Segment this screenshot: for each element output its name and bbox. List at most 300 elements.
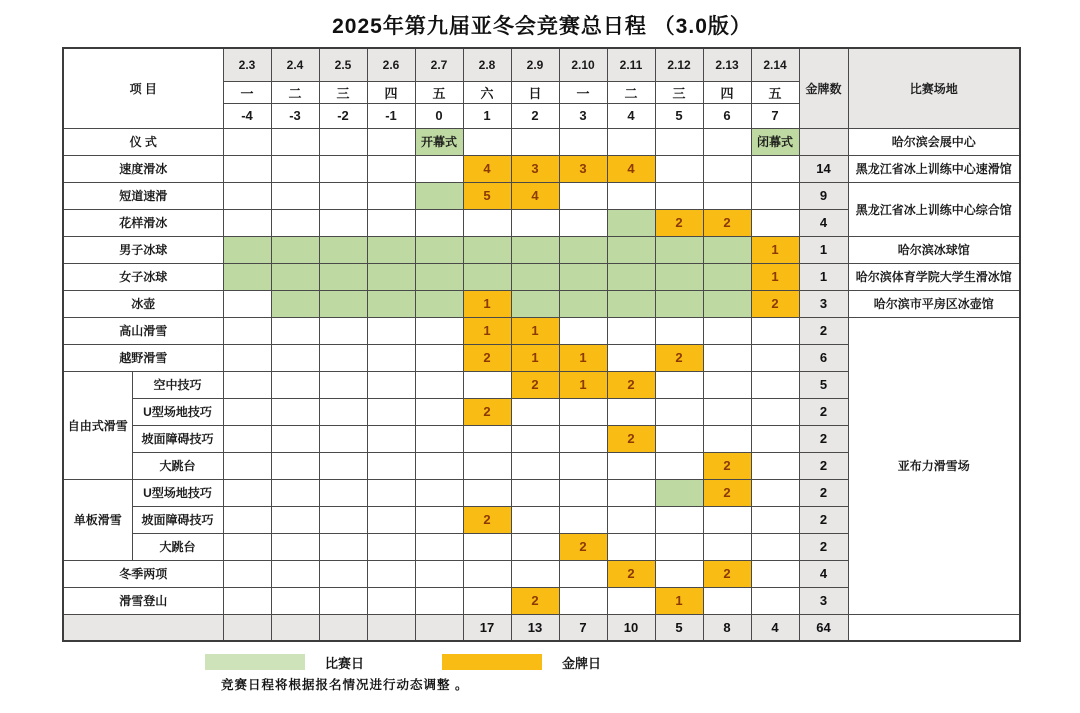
empty-cell	[511, 506, 559, 533]
totals-venue-cell	[848, 614, 1020, 641]
empty-cell	[367, 209, 415, 236]
empty-cell	[367, 506, 415, 533]
gold-day-cell: 2	[607, 560, 655, 587]
row-label: 速度滑冰	[63, 155, 223, 182]
empty-cell	[271, 533, 319, 560]
empty-cell	[223, 155, 271, 182]
empty-cell	[607, 587, 655, 614]
venue-cell: 亚布力滑雪场	[848, 317, 1020, 614]
empty-cell	[223, 479, 271, 506]
gold-count-cell: 9	[799, 182, 848, 209]
weekday-header: 一	[223, 81, 271, 103]
gold-count-cell: 5	[799, 371, 848, 398]
gold-day-cell: 2	[751, 290, 799, 317]
row-label: 冬季两项	[63, 560, 223, 587]
empty-cell	[607, 317, 655, 344]
gold-day-cell: 2	[703, 560, 751, 587]
row-curling	[63, 290, 1020, 317]
competition-day-cell	[319, 236, 367, 263]
competition-day-cell	[607, 236, 655, 263]
gold-count-cell: 14	[799, 155, 848, 182]
competition-day-cell	[655, 479, 703, 506]
empty-cell	[751, 560, 799, 587]
daily-total-cell	[367, 614, 415, 641]
empty-cell	[319, 506, 367, 533]
empty-cell	[655, 560, 703, 587]
gold-count-cell: 1	[799, 263, 848, 290]
competition-day-cell	[559, 290, 607, 317]
competition-day-cell	[271, 290, 319, 317]
competition-day-cell	[703, 263, 751, 290]
schedule-table	[62, 47, 1021, 642]
weekday-header: 五	[751, 81, 799, 103]
gold-count-cell: 3	[799, 587, 848, 614]
venue-header: 比赛场地	[848, 48, 1020, 128]
gold-day-cell: 2	[607, 371, 655, 398]
competition-day-cell	[655, 263, 703, 290]
empty-cell	[271, 452, 319, 479]
gold-day-cell: 2	[655, 344, 703, 371]
empty-cell	[271, 398, 319, 425]
daily-total-cell: 8	[703, 614, 751, 641]
empty-cell	[655, 371, 703, 398]
empty-cell	[223, 317, 271, 344]
empty-cell	[319, 209, 367, 236]
daily-total-cell: 17	[463, 614, 511, 641]
empty-cell	[463, 560, 511, 587]
gold-day-cell: 1	[559, 344, 607, 371]
gold-day-cell: 2	[559, 533, 607, 560]
empty-cell	[367, 344, 415, 371]
competition-day-cell	[703, 236, 751, 263]
competition-day-cell	[223, 236, 271, 263]
venue-cell: 哈尔滨冰球馆	[848, 236, 1020, 263]
row-label: 仪 式	[63, 128, 223, 155]
empty-cell	[559, 209, 607, 236]
empty-cell	[703, 587, 751, 614]
empty-cell	[319, 371, 367, 398]
empty-cell	[367, 587, 415, 614]
competition-day-cell: 开幕式	[415, 128, 463, 155]
empty-cell	[367, 425, 415, 452]
empty-cell	[271, 506, 319, 533]
weekday-header: 五	[415, 81, 463, 103]
row-label: 大跳台	[132, 533, 223, 560]
competition-day-cell	[559, 236, 607, 263]
day-number-header: 1	[463, 103, 511, 128]
empty-cell	[703, 533, 751, 560]
date-header: 2.12	[655, 48, 703, 81]
empty-cell	[415, 155, 463, 182]
gold-count-cell: 2	[799, 398, 848, 425]
row-label: 花样滑冰	[63, 209, 223, 236]
gold-day-cell: 2	[703, 209, 751, 236]
gold-count-cell: 2	[799, 452, 848, 479]
empty-cell	[559, 128, 607, 155]
empty-cell	[559, 506, 607, 533]
weekday-header: 六	[463, 81, 511, 103]
empty-cell	[751, 479, 799, 506]
group-label: 单板滑雪	[63, 479, 132, 560]
gold-day-cell: 2	[703, 452, 751, 479]
project-header: 项 目	[63, 48, 223, 128]
date-header: 2.7	[415, 48, 463, 81]
empty-cell	[223, 128, 271, 155]
date-header: 2.10	[559, 48, 607, 81]
date-header: 2.4	[271, 48, 319, 81]
empty-cell	[319, 344, 367, 371]
totals-label-cell	[63, 614, 223, 641]
empty-cell	[319, 128, 367, 155]
empty-cell	[271, 128, 319, 155]
day-number-header: -4	[223, 103, 271, 128]
empty-cell	[511, 398, 559, 425]
empty-cell	[703, 317, 751, 344]
date-header: 2.13	[703, 48, 751, 81]
row-mens-ice-hockey	[63, 236, 1020, 263]
competition-day-cell	[415, 290, 463, 317]
empty-cell	[559, 317, 607, 344]
row-alpine-skiing	[63, 317, 1020, 344]
daily-total-cell: 7	[559, 614, 607, 641]
empty-cell	[463, 533, 511, 560]
row-womens-ice-hockey	[63, 263, 1020, 290]
empty-cell	[223, 587, 271, 614]
empty-cell	[367, 479, 415, 506]
gold-day-cell: 1	[511, 317, 559, 344]
gold-count-cell: 2	[799, 479, 848, 506]
empty-cell	[751, 209, 799, 236]
empty-cell	[751, 587, 799, 614]
gold-count-cell	[799, 128, 848, 155]
empty-cell	[463, 587, 511, 614]
gold-count-cell: 4	[799, 209, 848, 236]
date-header: 2.8	[463, 48, 511, 81]
schedule-note: 竞赛日程将根据报名情况进行动态调整 。	[221, 678, 469, 692]
empty-cell	[223, 182, 271, 209]
empty-cell	[751, 506, 799, 533]
empty-cell	[367, 317, 415, 344]
day-number-header: 4	[607, 103, 655, 128]
empty-cell	[655, 398, 703, 425]
empty-cell	[751, 155, 799, 182]
competition-day-cell: 闭幕式	[751, 128, 799, 155]
daily-total-cell	[319, 614, 367, 641]
empty-cell	[511, 560, 559, 587]
daily-total-cell: 13	[511, 614, 559, 641]
legend	[205, 653, 1022, 671]
empty-cell	[415, 533, 463, 560]
competition-day-cell	[367, 236, 415, 263]
gold-day-cell: 2	[703, 479, 751, 506]
empty-cell	[511, 479, 559, 506]
empty-cell	[223, 209, 271, 236]
empty-cell	[319, 587, 367, 614]
empty-cell	[271, 560, 319, 587]
empty-cell	[655, 533, 703, 560]
daily-total-cell: 10	[607, 614, 655, 641]
date-header: 2.5	[319, 48, 367, 81]
empty-cell	[223, 533, 271, 560]
competition-day-cell	[319, 290, 367, 317]
empty-cell	[367, 560, 415, 587]
gold-count-cell: 2	[799, 317, 848, 344]
weekday-header: 二	[271, 81, 319, 103]
gold-day-cell: 1	[751, 263, 799, 290]
gold-count-cell: 6	[799, 344, 848, 371]
competition-day-cell	[559, 263, 607, 290]
empty-cell	[319, 560, 367, 587]
day-number-header: -1	[367, 103, 415, 128]
empty-cell	[655, 155, 703, 182]
empty-cell	[511, 533, 559, 560]
empty-cell	[655, 182, 703, 209]
gold-day-cell: 3	[559, 155, 607, 182]
row-label: 大跳台	[132, 452, 223, 479]
competition-day-cell	[607, 263, 655, 290]
empty-cell	[703, 398, 751, 425]
empty-cell	[607, 182, 655, 209]
empty-cell	[367, 533, 415, 560]
gold-count-cell: 2	[799, 425, 848, 452]
empty-cell	[703, 128, 751, 155]
empty-cell	[751, 371, 799, 398]
empty-cell	[559, 398, 607, 425]
row-label: 冰壶	[63, 290, 223, 317]
empty-cell	[223, 371, 271, 398]
competition-day-cell	[511, 263, 559, 290]
day-number-header: 6	[703, 103, 751, 128]
gold-total-cell: 64	[799, 614, 848, 641]
competition-day-cell	[511, 236, 559, 263]
competition-day-cell	[271, 263, 319, 290]
row-label: 男子冰球	[63, 236, 223, 263]
empty-cell	[511, 128, 559, 155]
weekday-header: 三	[655, 81, 703, 103]
empty-cell	[511, 209, 559, 236]
empty-cell	[607, 533, 655, 560]
empty-cell	[463, 452, 511, 479]
empty-cell	[271, 479, 319, 506]
competition-day-cell	[415, 182, 463, 209]
empty-cell	[271, 182, 319, 209]
empty-cell	[223, 425, 271, 452]
weekday-header: 一	[559, 81, 607, 103]
gold-day-label: 金牌日	[562, 655, 602, 671]
gold-count-cell: 2	[799, 506, 848, 533]
empty-cell	[223, 452, 271, 479]
empty-cell	[271, 425, 319, 452]
empty-cell	[415, 587, 463, 614]
empty-cell	[415, 209, 463, 236]
weekday-header: 三	[319, 81, 367, 103]
row-label: 滑雪登山	[63, 587, 223, 614]
gold-day-cell: 2	[655, 209, 703, 236]
competition-day-cell	[655, 236, 703, 263]
date-header: 2.6	[367, 48, 415, 81]
empty-cell	[607, 344, 655, 371]
gold-day-cell: 1	[655, 587, 703, 614]
empty-cell	[559, 479, 607, 506]
empty-cell	[319, 398, 367, 425]
empty-cell	[415, 344, 463, 371]
empty-cell	[511, 452, 559, 479]
empty-cell	[319, 182, 367, 209]
empty-cell	[271, 155, 319, 182]
gold-day-cell: 5	[463, 182, 511, 209]
venue-cell: 哈尔滨会展中心	[848, 128, 1020, 155]
competition-day-cell	[271, 236, 319, 263]
empty-cell	[703, 506, 751, 533]
empty-cell	[607, 398, 655, 425]
empty-cell	[223, 344, 271, 371]
empty-cell	[415, 425, 463, 452]
gold-day-swatch	[442, 654, 542, 670]
empty-cell	[367, 452, 415, 479]
day-number-header: 3	[559, 103, 607, 128]
empty-cell	[271, 317, 319, 344]
empty-cell	[415, 371, 463, 398]
empty-cell	[415, 560, 463, 587]
row-label: 高山滑雪	[63, 317, 223, 344]
empty-cell	[367, 182, 415, 209]
gold-day-cell: 2	[463, 506, 511, 533]
page-title: 2025年第九届亚冬会竞赛总日程 （3.0版）	[332, 15, 752, 38]
empty-cell	[751, 452, 799, 479]
date-header: 2.11	[607, 48, 655, 81]
empty-cell	[319, 533, 367, 560]
gold-count-cell: 2	[799, 533, 848, 560]
empty-cell	[223, 290, 271, 317]
competition-day-cell	[415, 236, 463, 263]
empty-cell	[271, 209, 319, 236]
empty-cell	[319, 155, 367, 182]
weekday-header: 四	[703, 81, 751, 103]
daily-total-cell	[271, 614, 319, 641]
empty-cell	[703, 182, 751, 209]
row-short-track-speed-skating	[63, 182, 1020, 209]
empty-cell	[751, 344, 799, 371]
row-speed-skating	[63, 155, 1020, 182]
daily-total-cell	[415, 614, 463, 641]
gold-day-cell: 4	[607, 155, 655, 182]
competition-day-cell	[319, 263, 367, 290]
competition-day-cell	[367, 290, 415, 317]
day-number-header: 5	[655, 103, 703, 128]
daily-total-cell: 5	[655, 614, 703, 641]
empty-cell	[751, 182, 799, 209]
day-number-header: -2	[319, 103, 367, 128]
empty-cell	[655, 506, 703, 533]
gold-day-cell: 2	[463, 344, 511, 371]
empty-cell	[655, 452, 703, 479]
gold-day-cell: 1	[463, 290, 511, 317]
table-header	[63, 48, 1020, 128]
empty-cell	[367, 371, 415, 398]
gold-day-cell: 1	[751, 236, 799, 263]
gold-day-cell: 4	[463, 155, 511, 182]
gold-day-cell: 2	[607, 425, 655, 452]
competition-day-cell	[511, 290, 559, 317]
competition-day-cell	[223, 263, 271, 290]
empty-cell	[367, 398, 415, 425]
date-header: 2.9	[511, 48, 559, 81]
empty-cell	[223, 506, 271, 533]
empty-cell	[415, 479, 463, 506]
empty-cell	[511, 425, 559, 452]
gold-count-cell: 4	[799, 560, 848, 587]
gold-day-cell: 4	[511, 182, 559, 209]
date-header: 2.3	[223, 48, 271, 81]
gold-day-cell: 2	[511, 587, 559, 614]
empty-cell	[463, 209, 511, 236]
date-header: 2.14	[751, 48, 799, 81]
competition-day-cell	[607, 209, 655, 236]
group-label: 自由式滑雪	[63, 371, 132, 479]
row-ceremony	[63, 128, 1020, 155]
empty-cell	[319, 479, 367, 506]
empty-cell	[655, 317, 703, 344]
empty-cell	[607, 506, 655, 533]
gold-day-cell: 2	[463, 398, 511, 425]
empty-cell	[559, 587, 607, 614]
gold-day-cell: 1	[463, 317, 511, 344]
gold-day-cell: 3	[511, 155, 559, 182]
competition-day-swatch	[205, 654, 305, 670]
totals-row	[63, 614, 1020, 641]
empty-cell	[607, 128, 655, 155]
weekday-header: 日	[511, 81, 559, 103]
row-label: U型场地技巧	[132, 398, 223, 425]
competition-day-cell	[655, 290, 703, 317]
row-label: 坡面障碍技巧	[132, 506, 223, 533]
row-label: U型场地技巧	[132, 479, 223, 506]
competition-day-cell	[607, 290, 655, 317]
empty-cell	[463, 479, 511, 506]
empty-cell	[751, 533, 799, 560]
empty-cell	[415, 452, 463, 479]
empty-cell	[559, 452, 607, 479]
day-number-header: 2	[511, 103, 559, 128]
empty-cell	[319, 425, 367, 452]
empty-cell	[751, 398, 799, 425]
header-row-dates	[63, 48, 1020, 81]
row-label: 短道速滑	[63, 182, 223, 209]
empty-cell	[559, 425, 607, 452]
competition-day-cell	[463, 263, 511, 290]
empty-cell	[415, 317, 463, 344]
empty-cell	[703, 425, 751, 452]
empty-cell	[607, 479, 655, 506]
empty-cell	[463, 425, 511, 452]
competition-day-cell	[463, 236, 511, 263]
empty-cell	[703, 371, 751, 398]
table-body	[63, 128, 1020, 641]
empty-cell	[463, 371, 511, 398]
empty-cell	[415, 398, 463, 425]
daily-total-cell	[223, 614, 271, 641]
venue-cell: 黑龙江省冰上训练中心综合馆	[848, 182, 1020, 236]
empty-cell	[655, 425, 703, 452]
gold-day-cell: 1	[511, 344, 559, 371]
competition-day-cell	[367, 263, 415, 290]
competition-day-cell	[703, 290, 751, 317]
row-label: 女子冰球	[63, 263, 223, 290]
schedule-document	[62, 10, 1022, 693]
row-label: 越野滑雪	[63, 344, 223, 371]
empty-cell	[415, 506, 463, 533]
empty-cell	[463, 128, 511, 155]
